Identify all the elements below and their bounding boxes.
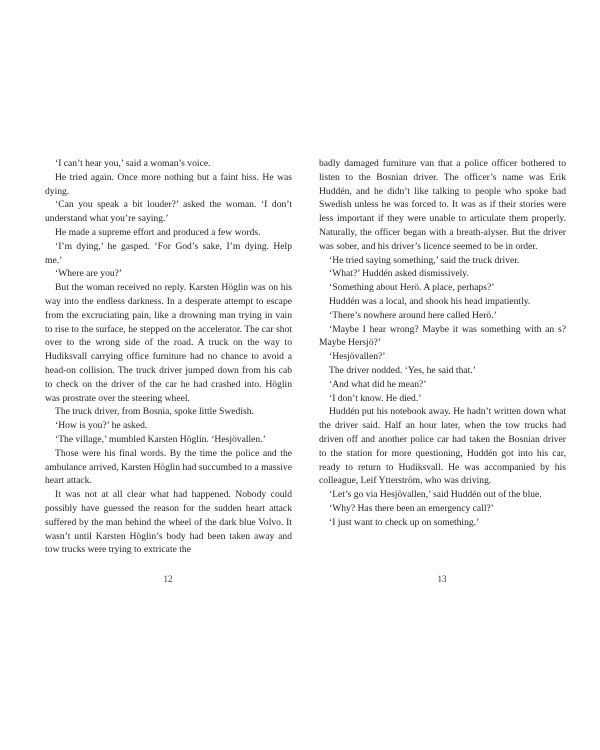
paragraph: He made a supreme effort and produced a few words. [55,226,261,238]
paragraph: ‘How is you?’ he asked. [55,420,148,432]
paragraph: ‘Let’s go via Hesjövallen,’ said Huddén out of the blue. [329,489,542,501]
left-page-text [45,157,292,557]
paragraph: badly damaged furniture van that a police officer bothered to listen to the Bosnian driver. The officer’s name was Erik Huddén, and he didn’t like talking to people who spoke bad Swedish unless he was forced to. It was as if their stories were less important if they were unable to articulate them properly. Naturally, the officer began with a breath-alyser. But the driver was sober, and his driver’s licence seemed to be in order. [319,158,566,252]
paragraph: ‘I don’t know. He died.’ [329,392,422,404]
paragraph: ‘Why? Has there been an emergency call?’ [329,502,494,514]
paragraph: ‘Where are you?’ [55,268,123,280]
paragraph: ‘Maybe I hear wrong? Maybe it was something with an s? Maybe Hersjö?’ [319,323,566,349]
paragraph: Those were his final words. By the time the police and the ambulance arrived, Karsten Höglin had succumbed to a massive heart attack. [45,447,292,487]
paragraph: ‘Something about Herö. A place, perhaps?’ [329,282,495,294]
paragraph: ‘I’m dying,’ he gasped. ‘For God’s sake, I’m dying. Help me.’ [45,240,292,266]
paragraph: ‘Hesjövallen?’ [329,351,386,363]
paragraph: ‘I can’t hear you,’ said a woman’s voice. [55,158,211,169]
paragraph: ‘And what did he mean?’ [329,378,427,390]
paragraph: ‘I just want to check up on something.’ [329,516,480,528]
paragraph: Huddén was a local, and shook his head impatiently. [329,295,531,307]
paragraph: He tried again. Once more nothing but a faint hiss. He was dying. [45,171,292,197]
paragraph: The driver nodded. ‘Yes, he said that.’ [329,364,476,376]
paragraph: But the woman received no reply. Karsten Höglin was on his way into the endless darkness. In a desperate attempt to escape from the excruciating pain, like a drowning man trying in vain to rise to the surface, he stepped on the accelerator. The car shot over to the wrong side of the road. A truck on the way to Hudiksvall carrying office furniture had no chance to avoid a head-on collision. The truck driver jumped down from his cab to check on the driver of the car he had crashed into. Höglin was prostrate over the steering wheel. [45,282,292,404]
paragraph: Huddén put his notebook away. He hadn’t written down what the driver said. Half an hour later, when the tow trucks had driven off and another police car had taken the Bosnian driver to the station for more questioning, Huddén got into his car, ready to return to Hudiksvall. He was accompanied by his colleague, Leif Ytterström, who was driving. [319,406,566,487]
right-page-number: 13 [437,574,447,584]
paragraph: ‘There’s nowhere around here called Herö.’ [329,309,497,321]
paragraph: The truck driver, from Bosnia, spoke little Swedish. [55,406,254,418]
right-page-text [319,157,566,530]
left-page-number: 12 [163,574,173,584]
paragraph: ‘The village,’ mumbled Karsten Höglin. ‘Hesjövallen.’ [55,433,266,445]
paragraph: It was not at all clear what had happened. Nobody could possibly have guessed the reason for the sudden heart attack suffered by the man behind the wheel of the dark blue Volvo. It wasn’t until Karsten Höglin’s body had been taken away and tow trucks were trying to extricate the [45,489,292,556]
paragraph: ‘Can you speak a bit louder?’ asked the woman. ‘I don’t understand what you’re saying.’ [45,199,292,225]
paragraph: ‘He tried saying something,’ said the truck driver. [329,254,520,266]
paragraph: ‘What?’ Huddén asked dismissively. [329,268,469,280]
